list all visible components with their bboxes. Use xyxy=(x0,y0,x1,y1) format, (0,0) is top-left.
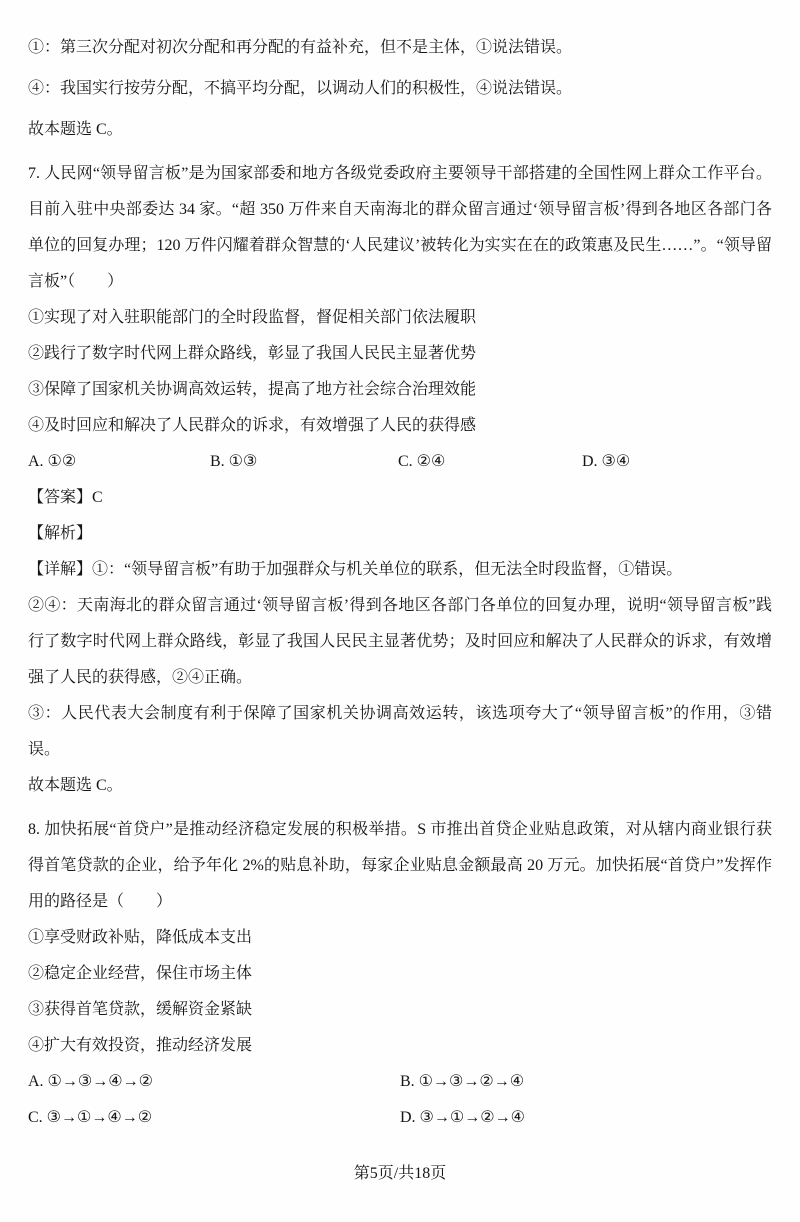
page-indicator: 第5页/共18页 xyxy=(353,1165,447,1182)
q8-options-row-2 xyxy=(28,1100,772,1136)
q7-option-b: B. ①③ xyxy=(210,453,258,470)
q8-statement-1: ①享受财政补贴，降低成本支出 xyxy=(28,929,253,946)
page-footer xyxy=(28,1156,772,1192)
question-8-stem: 8. 加快拓展“首贷户”是推动经济稳定发展的积极举措。S 市推出首贷企业贴息政策，对从辖内商业银行获得首笔贷款的企业，给予年化 2%的贴息补助，每家企业贴息金额最高 20 万元。加快拓展“首贷户”发挥作用的路径是（ ） xyxy=(28,821,772,910)
q8-option-c: C. ③→①→④→② xyxy=(28,1109,153,1126)
q7-option-d: D. ③④ xyxy=(582,453,631,470)
question-7-stem: 7. 人民网“领导留言板”是为国家部委和地方各级党委政府主要领导干部搭建的全国性网上群众工作平台。目前入驻中央部委达 34 家。“超 350 万件来自天南海北的群众留言通过‘领导留言板’得到各地区各部门各单位的回复办理；120 万件闪耀着群众智慧的‘人民建议’被转化为实实在在的政策惠及民生……”。“领导留言板”（ ） xyxy=(28,165,772,290)
q7-options-row xyxy=(28,444,772,480)
prev-explanation-line-2: ④：我国实行按劳分配，不搞平均分配，以调动人们的积极性，④说法错误。 xyxy=(28,80,573,97)
q7-statement-4: ④及时回应和解决了人民群众的诉求，有效增强了人民的获得感 xyxy=(28,417,477,434)
prev-explanation-line-1: ①：第三次分配对初次分配和再分配的有益补充，但不是主体，①说法错误。 xyxy=(28,39,573,56)
q7-detail-1: 【详解】①：“领导留言板”有助于加强群众与机关单位的联系，但无法全时段监督，①错误。 xyxy=(28,561,683,578)
q8-option-a: A. ①→③→④→② xyxy=(28,1073,153,1090)
q7-option-a: A. ①② xyxy=(28,453,77,470)
q7-detail-2: ②④：天南海北的群众留言通过‘领导留言板’得到各地区各部门各单位的回复办理，说明“领导留言板”践行了数字时代网上群众路线，彰显了我国人民民主显著优势；及时回应和解决了人民群众的诉求，有效增强了人民的获得感，②④正确。 xyxy=(28,597,772,686)
q7-statement-2: ②践行了数字时代网上群众路线，彰显了我国人民民主显著优势 xyxy=(28,345,477,362)
q8-options-row-1 xyxy=(28,1064,772,1100)
q7-answer-line: 【答案】C xyxy=(28,489,103,506)
q8-statement-4: ④扩大有效投资，推动经济发展 xyxy=(28,1037,253,1054)
q8-statement-2: ②稳定企业经营，保住市场主体 xyxy=(28,965,253,982)
q8-option-d: D. ③→①→②→④ xyxy=(400,1109,525,1126)
q8-option-b: B. ①→③→②→④ xyxy=(400,1073,525,1090)
q8-statement-3: ③获得首笔贷款，缓解资金紧缺 xyxy=(28,1001,253,1018)
q7-analysis-label: 【解析】 xyxy=(28,525,93,542)
q7-statement-3: ③保障了国家机关协调高效运转，提高了地方社会综合治理效能 xyxy=(28,381,477,398)
q7-statement-1: ①实现了对入驻职能部门的全时段监督，督促相关部门依法履职 xyxy=(28,309,477,326)
q7-conclusion: 故本题选 C。 xyxy=(28,777,123,794)
prev-explanation-conclusion: 故本题选 C。 xyxy=(28,121,123,138)
q7-option-c: C. ②④ xyxy=(398,453,446,470)
q7-detail-3: ③：人民代表大会制度有利于保障了国家机关协调高效运转，该选项夸大了“领导留言板”的作用，③错误。 xyxy=(28,705,772,758)
